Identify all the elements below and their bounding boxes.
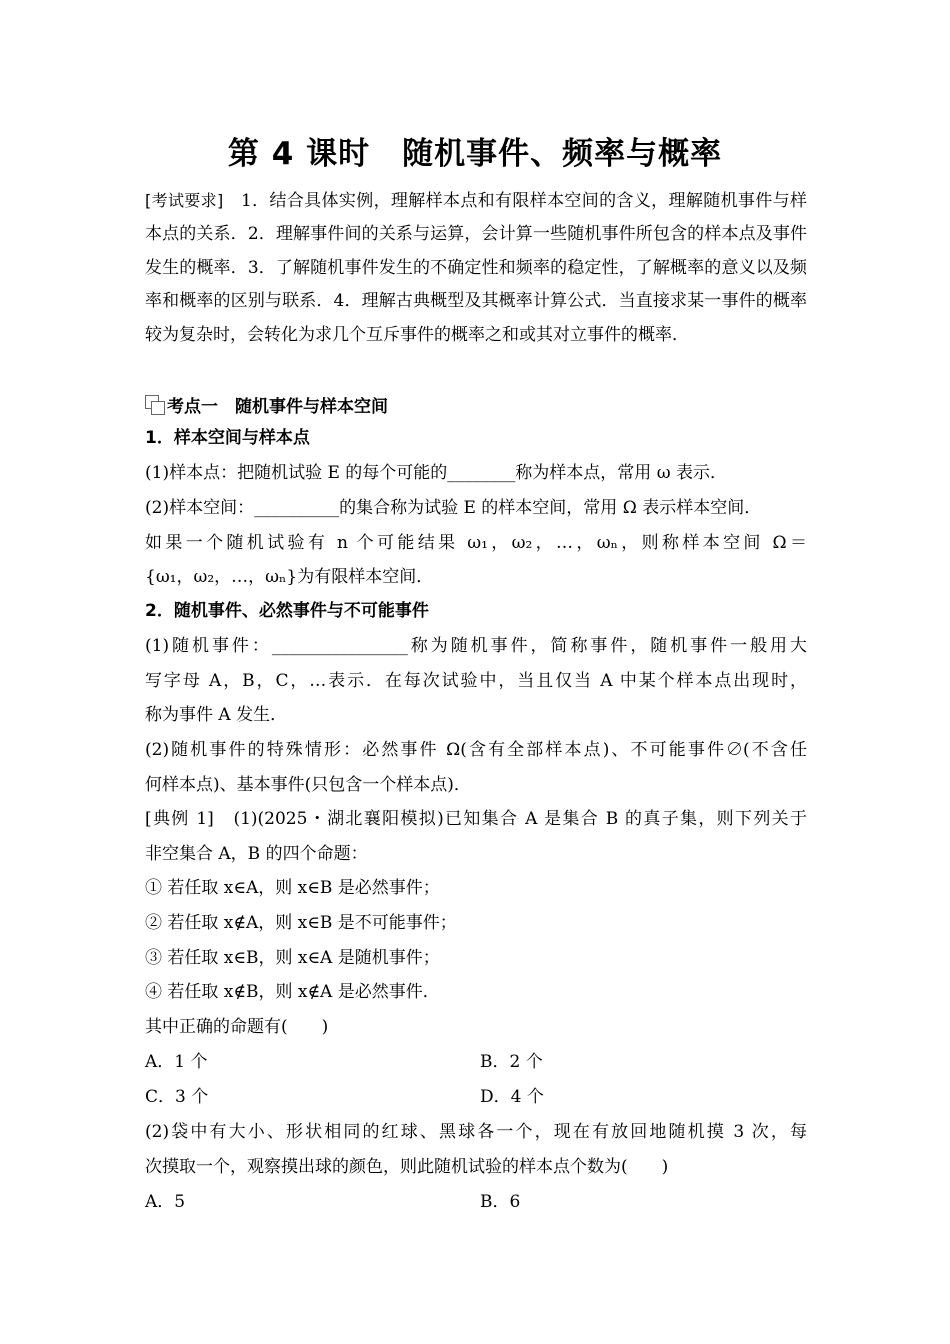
section-heading [145, 392, 388, 417]
paragraph-finite-space-1: 如果一个随机试验有 n 个可能结果 ω₁，ω₂，…，ωₙ，则称样本空间 Ω＝ [145, 533, 807, 553]
option-c: C．3 个 [145, 1087, 209, 1107]
option-a: A．1 个 [145, 1052, 208, 1072]
statement-4: ④ 若任取 x∉B，则 x∉A 是必然事件． [145, 982, 440, 1002]
paragraph-random-event-1: (1)随机事件：________________称为随机事件，简称事件，随机事件一般用大 [145, 636, 807, 656]
page-title: 第 4 课时 随机事件、频率与概率 [227, 136, 723, 172]
paragraph-special-events-1: (2)随机事件的特殊情形：必然事件 Ω(含有全部样本点)、不可能事件∅(不含任 [145, 740, 807, 760]
example-intro-2: 非空集合 A，B 的四个命题： [145, 844, 368, 864]
section-icon [145, 395, 165, 415]
subheading-sample-space: 1．样本空间与样本点 [145, 428, 310, 448]
requirements-text: 1．结合具体实例，理解样本点和有限样本空间的含义，理解随机事件与样本点的关系．2．理解事件间的关系与运算，会计算一些随机事件所包含的样本点及事件发生的概率．3．了解随机事件发生的不确定性和频率的稳定性，了解概率的意义以及频率和概率的区别与联系．4．理解古典概型及其概率计算公式．当直接求某一事件的概率较为复杂时，会转化为求几个互斥事件的概率之和或其对立事件的概率． [145, 191, 807, 345]
option-b: B．2 个 [480, 1052, 543, 1072]
question-2-option-b: B．6 [480, 1192, 521, 1212]
paragraph-random-event-3: 称为事件 A 发生． [145, 705, 288, 725]
paragraph-special-events-2: 何样本点)、基本事件(只包含一个样本点)． [145, 775, 471, 795]
question-2-line-2: 次摸取一个，观察摸出球的颜色，则此随机试验的样本点个数为( ) [145, 1157, 669, 1177]
question-2-option-a: A．5 [145, 1192, 186, 1212]
statement-3: ③ 若任取 x∈B，则 x∈A 是随机事件； [145, 948, 440, 968]
subheading-events: 2．随机事件、必然事件与不可能事件 [145, 601, 429, 621]
paragraph-sample-point: (1)样本点：把随机试验 E 的每个可能的________称为样本点，常用 ω 表示． [145, 463, 727, 483]
paragraph-sample-space: (2)样本空间：__________的集合称为试验 E 的样本空间，常用 Ω 表示样本空间． [145, 498, 762, 518]
paragraph-random-event-2: 写字母 A，B，C，…表示．在每次试验中，当且仅当 A 中某个样本点出现时， [145, 671, 807, 691]
requirements-tag: [考试要求] [145, 191, 224, 210]
question-1: 其中正确的命题有( ) [145, 1017, 329, 1037]
statement-2: ② 若任取 x∉A，则 x∈B 是不可能事件； [145, 913, 457, 933]
statement-1: ① 若任取 x∈A，则 x∈B 是必然事件； [145, 878, 440, 898]
exam-requirements [145, 184, 807, 352]
section-heading-text: 考点一 随机事件与样本空间 [167, 397, 388, 417]
option-d: D．4 个 [480, 1087, 544, 1107]
paragraph-finite-space-2: {ω₁，ω₂，…，ωₙ}为有限样本空间． [145, 567, 434, 587]
question-2-line-1: (2)袋中有大小、形状相同的红球、黑球各一个，现在有放回地随机摸 3 次，每 [145, 1122, 807, 1142]
example-intro-1: [典例 1] (1)(2025・湖北襄阳模拟)已知集合 A 是集合 B 的真子集，则下列关于 [145, 809, 807, 829]
